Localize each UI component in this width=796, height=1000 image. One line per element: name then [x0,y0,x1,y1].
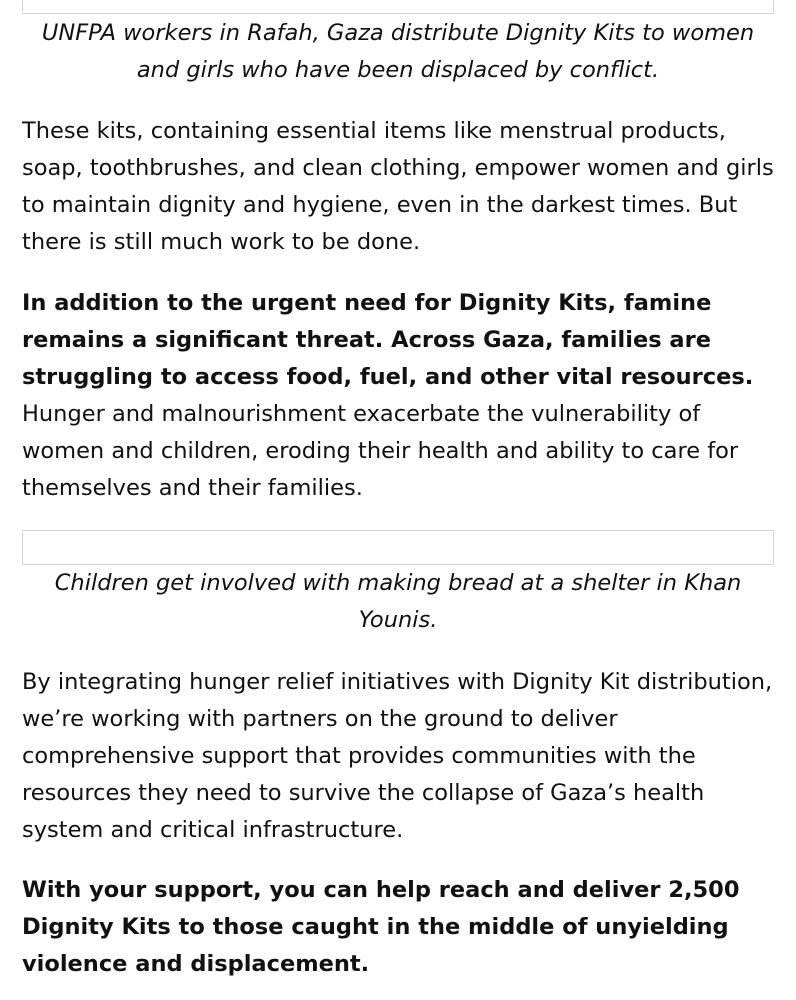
paragraph-hunger-relief: By integrating hunger relief initiatives with Dignity Kit distribution, we’re working with partners on the ground to deliver comprehensive support that provides communities with the resources they need to survive the collapse of Gaza’s health system and critical infrastructure. [22,669,773,843]
paragraph-famine [22,285,774,507]
paragraph-famine-rest: Hunger and malnourishment exacerbate the vulnerability of women and children, eroding their health and ability to care for themselves and their families. [22,401,739,501]
photo-caption-khan-younis: Children get involved with making bread at a shelter in Khan Younis. [54,570,742,633]
photo-placeholder-rafah [22,0,774,14]
paragraph-call-to-action: With your support, you can help reach and deliver 2,500 Dignity Kits to those caught in the middle of unyielding violence and displacement. [22,877,740,977]
paragraph-famine-bold: In addition to the urgent need for Dignity Kits, famine remains a significant threat. Across Gaza, families are struggling to access food, fuel, and other vital resources. [22,290,754,390]
photo-caption-rafah: UNFPA workers in Rafah, Gaza distribute Dignity Kits to women and girls who have been displaced by conflict. [41,20,755,83]
photo-placeholder-khan-younis [22,530,774,565]
paragraph-dignity-kits: These kits, containing essential items like menstrual products, soap, toothbrushes, and clean clothing, empower women and girls to maintain dignity and hygiene, even in the darkest times. But there is still much work to be done. [22,118,774,255]
